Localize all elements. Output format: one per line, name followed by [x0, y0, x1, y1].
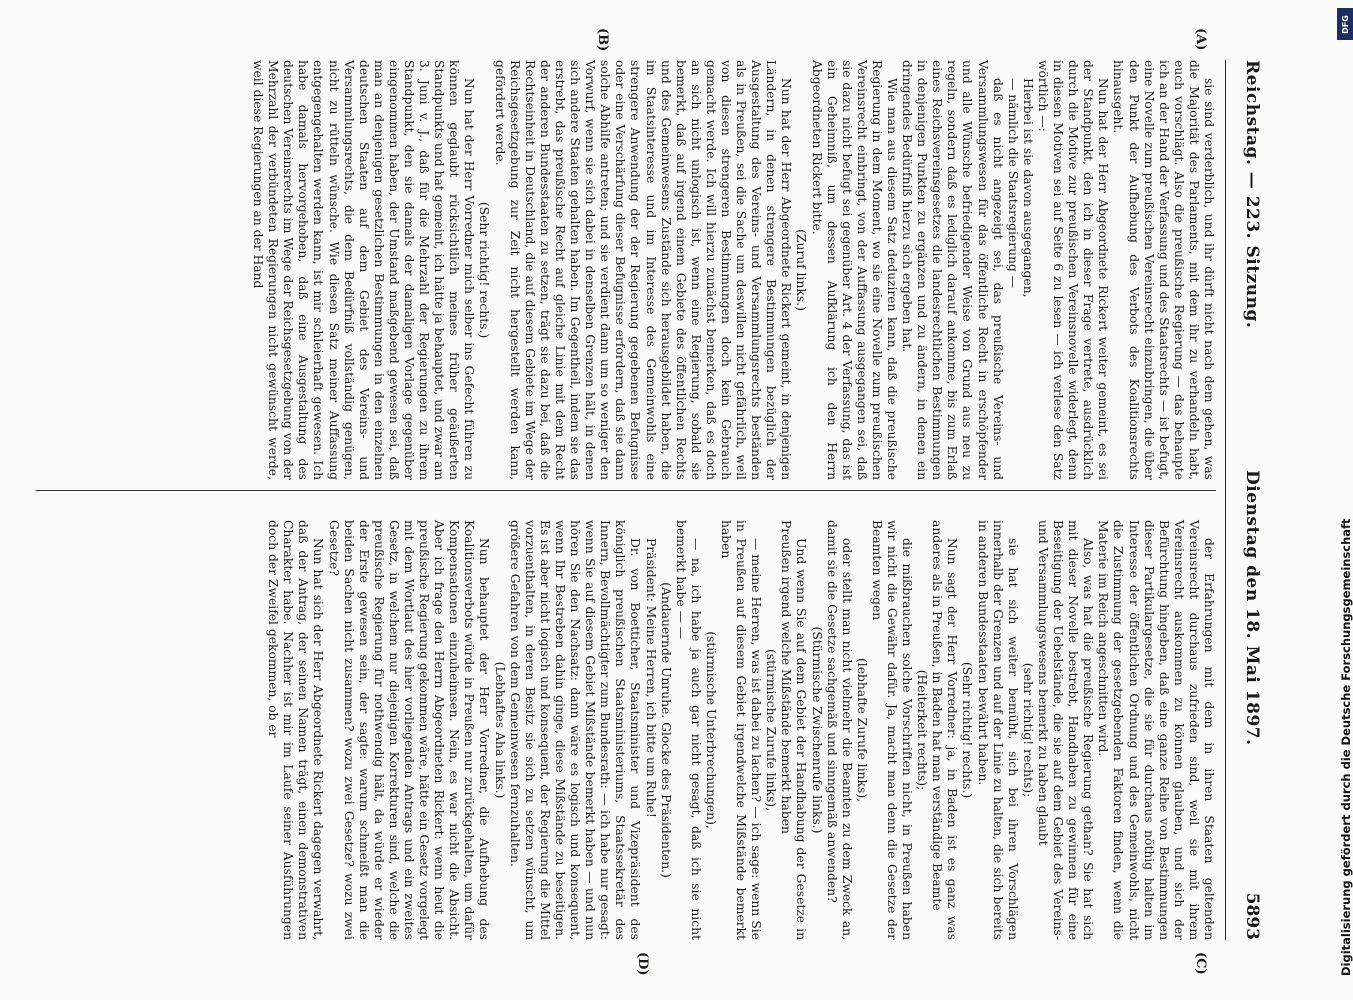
dfg-logo: DFG: [1337, 8, 1353, 40]
right-text-column: [265, 520, 1216, 940]
paragraph: Nun hat sich der Herr Abgeordnete Rickert dagegen verwahrt, daß der Antrag, der seinen Namen trägt, einen demonstrativen Charakter habe. Nachher ist mir im Laufe seiner Ausführungen doch der Zweifel gekommen, ob er: [266, 520, 326, 940]
digitization-note: Digitalisierung gefördert durch die Deutsche Forschungsgemeinschaft: [1339, 518, 1353, 976]
paragraph: Nun hat der Herr Vorredner mich selber ins Gefecht führen zu können geglaubt rücksichtlich meines früher geäußerten Standpunkts und hat gemeint, ich hätte ja behauptet, und zwar am 3. Juni v. J., daß für die Mehrzahl der Regierungen zu ihrem Standpunkt, den sie damals der damaligen Vorlage gegenüber eingenommen haben, der Umstand maßgebend gewesen sei, daß man an denjenigen gesetzlichen Bestimmungen in den einzelnen deutschen Staaten auf dem Gebiet des Vereins- und Versammlungsrechts, die dem Bedürfniß vollständig genügen, nicht zu rütteln wünsche. Wie diesen Satz meiner Auffassung entgegengehalten werden kann, ist mir schleierhaft gewesen. Ich habe damals hervorgehoben, daß eine Ausgestaltung des deutschen Vereinsrechts im Wege der Reichsgesetzgebung von der Mehrzahl der verbündeten Regierungen nicht gewünscht werde, weil diese Regierungen an der Hand: [251, 60, 477, 480]
paragraph: (Heiterkeit rechts);: [915, 669, 930, 791]
paragraph: Nun sagt der Herr Vorredner: ja, in Baden ist es ganz was anderes als in Preußen, in Baden hat man verständige Beamte: [930, 520, 960, 940]
paragraph: der Erfahrungen mit dem in ihren Staaten geltenden Vereinsrecht durchaus zufrieden sind, weil sie mit ihrem Vereinsrecht auskommen zu können glauben, und sich der Befürchtung hingeben, daß eine ganze Reihe von Bestimmungen dieser Partikulargesetze, die sie für durchaus nöthig halten im Interesse der öffentlichen Ordnung und des Gemeinwohls, nicht die Zustimmung der gesetzgebenden Faktoren finden, wenn die Materie im Reich angeschnitten wird.: [1096, 520, 1216, 940]
paragraph: (lebhafte Zurufe links),: [854, 657, 869, 803]
margin-marker-c: (C): [1193, 952, 1208, 975]
paragraph: Hierbei ist sie davon ausgegangen,: [1020, 78, 1035, 298]
paragraph: (stürmische Zurufe links),: [764, 649, 779, 811]
margin-marker-a: (A): [1193, 28, 1208, 51]
paragraph: Nun hat der Herr Abgeordnete Rickert weiter gemeint, es sei der Standpunkt, den ich in dieser Frage vertrete, ausdrücklich durch die Motive zur preußischen Vereinsnovelle widerlegt, denn in diesen Motiven sei auf Seite 6 zu lesen — ich verlese den Satz wörtlich —:: [1035, 60, 1111, 480]
paragraph: (Sehr richtig! rechts.): [960, 661, 975, 799]
paragraph: (Lebhaftes Aha links.): [492, 661, 507, 799]
paragraph: daß es nicht angezeigt sei, das preußische Vereins- und Versammlungswesen für das öffentliche Recht in erschöpfender und alle Wünsche befriedigender Weise von Grund aus neu zu regeln, sondern daß es lediglich darauf ankomme, bis zum Erlaß eines Reichsvereinsgesetzes die landesrechtlichen Bestimmungen in denjenigen Punkten zu ergänzen und zu ändern, in denen ein dringendes Bedürfniß hierzu sich ergeben hat.: [900, 60, 1005, 480]
margin-marker-d: (D): [635, 952, 650, 976]
paragraph: Nun hat der Herr Abgeordnete Rickert gemeint, in denjenigen Ländern, in denen strengere Bestimmungen bezüglich der Ausgestaltung des Vereins- und Versammlungsrechts beständen als in Preußen, sei die Sache um deswillen nicht gefährlich, weil von diesen strengeren Bestimmungen doch kein Gebrauch gemacht werde. Ich will hierzu zunächst bemerken, daß es doch an sich nicht unlogisch ist, wenn eine Regierung, sobald sie bemerkt, daß auf irgend einem Gebiete des öffentlichen Rechts und des Gemeinwesens Zustände sich herausgebildet haben, die im Staatsinteresse und im Interesse des Gemeinwohls eine strengere Anwendung der der Regierung gegebenen Befugnisse oder eine Verschärfung dieser Befugnisse erfordern, daß sie dann solche Abhilfe antreten; und sie verdient dann um so weniger den Vorwurf, wenn sie sich dabei in denselben Grenzen hält, in denen sich andere Staaten gehalten haben. Im Gegentheil, indem sie das erstrebt, das preußische Recht auf gleiche Linie mit dem Recht der anderen Bundesstaaten zu setzen, trägt sie dazu bei, daß die Rechtseinheit in Deutschland, die auf diesem Gebiete im Wege der Reichsgesetzgebung zur Zeit nicht hergestellt werden kann, gefördert werde.: [492, 60, 794, 480]
paragraph: sie hat sich weiter bemüht, sich bei ihren Vorschlägen innerhalb der Grenzen und auf der Linie zu halten, die sich bereits in anderen Bundesstaaten bewährt haben.: [975, 520, 1020, 940]
paragraph: Nun behauptet der Herr Vorredner, die Aufhebung des Koalitionsverbots würde in Preußen nur zurückgehalten, um dafür Kompensationen einzuheimsen. Nein, es war nicht die Absicht. Aber ich frage den Herrn Abgeordneten Rickert: wenn heut die preußische Regierung gekommen wäre, hätte ein Gesetz vorgelegt mit dem Wortlaut des hier vorliegenden Antrags und ein zweites Gesetz, in welchem nur diejenigen Korrekturen sind, welche die preußische Regierung für nothwendig hält, da würde er wieder der Erste gewesen sein, der sagte: warum schmeißt man die beiden Sachen nicht zusammen? wozu zwei Gesetze? wozu zwei Gesetze?: [326, 520, 492, 940]
paragraph: die mißbrauchen solche Vorschriften nicht, in Preußen haben wir nicht die Gewähr dafür. Ja, macht man denn die Gesetze der Beamten wegen: [869, 520, 915, 940]
paragraph: Präsident: Meine Herren, ich bitte um Ruhe!: [643, 538, 658, 818]
header-date: Dienstag den 18. Mai 1897.: [1242, 470, 1262, 746]
paragraph: — meine Herren, was ist dabei zu lachen? — ich sage: wenn Sie in Preußen auf diesem Gebiet irgendwelche Mißstände bemerkt haben: [719, 520, 764, 940]
left-text-column: [250, 60, 1216, 480]
column-rule: [36, 490, 1216, 491]
page-number: 5893: [1242, 892, 1262, 940]
header-left: Reichstag. — 223. Sitzung.: [1242, 60, 1262, 329]
paragraph: (sehr richtig! rechts);: [1020, 662, 1035, 798]
margin-marker-b: (B): [595, 28, 610, 52]
paragraph: (stürmische Unterbrechungen),: [703, 631, 718, 829]
page-header: [1234, 60, 1262, 940]
paragraph: — na, ich habe ja auch gar nicht gesagt, daß ich sie nicht bemerkt habe — —: [673, 520, 703, 940]
paragraph: Also, was hat die preußische Regierung gethan? Sie hat sich mit dieser Novelle bestrebt, Handhaben zu gewinnen für eine Beseitigung der Uebelstände, die sie auf dem Gebiet des Vereins- und Versammlungswesens bemerkt zu haben glaubt: [1035, 520, 1096, 940]
paragraph: oder stellt man nicht vielmehr die Beamten zu dem Zweck an, damit sie die Gesetze sachgemäß und sinngemäß anwenden?: [824, 520, 854, 940]
paragraph: — nämlich die Staatsregierung —: [1005, 78, 1020, 289]
paragraph: (Stürmische Zwischenrufe links.): [809, 626, 824, 834]
paragraph: Und wenn Sie auf dem Gebiet der Handhabung der Gesetze in Preußen irgend welche Mißstände bemerkt haben: [779, 520, 809, 940]
paragraph: sie sind verderblich, und ihr dürft nicht nach dem gehen, was die Majorität des Parlaments, mit dem ihr zu verhandeln habt, euch vorschlägt. Also die preußische Regierung — das behaupte ich an der Hand der Verfassung und des Staatsrechts — ist befugt, eine Novelle zum preußischen Vereinsrecht einzubringen, die über den Punkt der Aufhebung des Verbots des Koalitionsrechts hinausgeht.: [1111, 60, 1216, 480]
paragraph: (Zuruf links.): [794, 229, 809, 311]
paragraph: Dr. von Boetticher, Staatsminister und Vizepräsident des königlich preußischen Staatsministeriums, Staatssekretär des Innern, Bevollmächtigter zum Bundesrath: — ich habe nur gesagt: wenn Sie auf diesem Gebiet Mißstände bemerkt haben — und nun hören Sie den Nachsatz: dann wäre es logisch und konsequent, wenn Ihr Bestreben dahin ginge, diese Mißstände zu beseitigen. Es ist aber nicht logisch und konsequent, der Regierung die Mittel vorzuenthalten, in deren Besitz sie sich zu setzen wünscht, um größere Gefahren von dem Gemeinwesen fernzuhalten.: [507, 520, 643, 940]
paragraph: (Sehr richtig! rechts.): [477, 201, 492, 339]
paragraph: (Andauernde Unruhe. Glocke des Präsidenten.): [658, 582, 673, 878]
header-divider: [1225, 60, 1226, 940]
paragraph: Wie man aus diesem Satz deduziren kann, daß die preußische Regierung in dem Moment, wo sie eine Novelle zum preußischen Vereinsrecht einbringt, von der Auffassung ausgegangen sei, daß sie dazu nicht befugt sei gegenüber Art. 4 der Verfassung, das ist ein Geheimniß, um dessen Aufklärung ich den Herrn Abgeordneten Rickert bitte.: [809, 60, 900, 480]
